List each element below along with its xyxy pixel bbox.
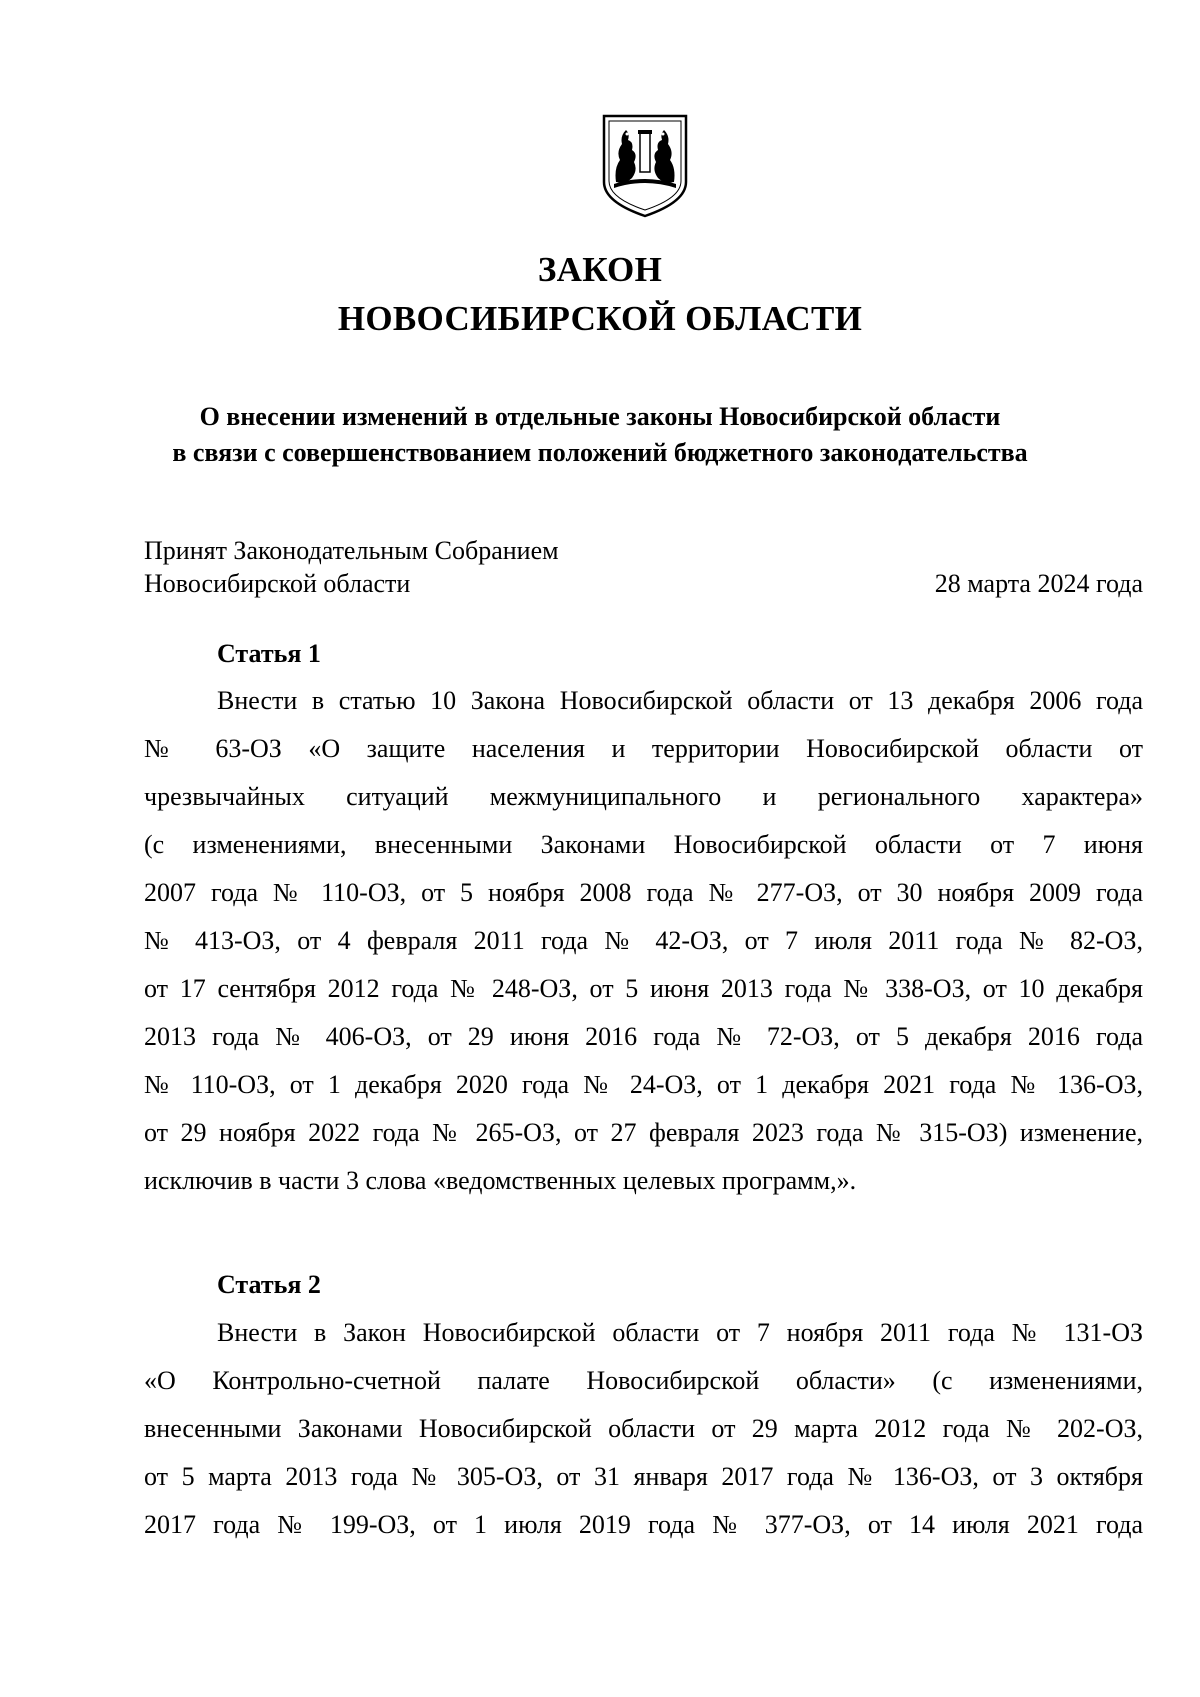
article-2-line: 2017 года № 199-ОЗ, от 1 июля 2019 года № 377-ОЗ, от 14 июля 2021 года — [144, 1510, 1143, 1539]
law-title: ЗАКОН — [537, 250, 663, 289]
article-2-line: Внести в Закон Новосибирской области от 7 ноября 2011 года № 131-ОЗ — [217, 1318, 1143, 1347]
article-2-line: «О Контрольно-счетной палате Новосибирской области» (с изменениями, — [144, 1366, 1143, 1395]
article-1-line: (с изменениями, внесенными Законами Новосибирской области от 7 июня — [144, 830, 1143, 859]
article-2-line: от 5 марта 2013 года № 305-ОЗ, от 31 января 2017 года № 136-ОЗ, от 3 октября — [144, 1462, 1143, 1491]
article-1-line: от 29 ноября 2022 года № 265-ОЗ, от 27 февраля 2023 года № 315-ОЗ) изменение, — [144, 1118, 1143, 1147]
article-1-line: от 17 сентября 2012 года № 248-ОЗ, от 5 июня 2013 года № 338-ОЗ, от 10 декабря — [144, 974, 1143, 1003]
article-1-line: исключив в части 3 слова «ведомственных целевых программ,». — [144, 1166, 857, 1195]
adopted-by-line-2: Новосибирской области — [144, 569, 411, 598]
adopted-by-line-1: Принят Законодательным Собранием — [144, 536, 559, 565]
article-1-line: № 63-ОЗ «О защите населения и территории Новосибирской области от — [144, 734, 1143, 763]
coat-of-arms-icon — [600, 112, 690, 218]
article-2-heading: Статья 2 — [217, 1270, 321, 1299]
article-2-line: внесенными Законами Новосибирской области от 29 марта 2012 года № 202-ОЗ, — [144, 1414, 1143, 1443]
law-region-title: НОВОСИБИРСКОЙ ОБЛАСТИ — [337, 299, 863, 338]
law-subject-line-2: в связи с совершенствованием положений бюджетного законодательства — [172, 438, 1028, 467]
article-1-line: 2007 года № 110-ОЗ, от 5 ноября 2008 года № 277-ОЗ, от 30 ноября 2009 года — [144, 878, 1143, 907]
article-1-line: № 413-ОЗ, от 4 февраля 2011 года № 42-ОЗ, от 7 июля 2011 года № 82-ОЗ, — [144, 926, 1143, 955]
law-subject-line-1: О внесении изменений в отдельные законы Новосибирской области — [199, 402, 1001, 431]
article-1-heading: Статья 1 — [217, 639, 321, 668]
article-1-line: Внести в статью 10 Закона Новосибирской области от 13 декабря 2006 года — [217, 686, 1143, 715]
adoption-date: 28 марта 2024 года — [934, 569, 1143, 598]
article-1-line: чрезвычайных ситуаций межмуниципального и регионального характера» — [144, 782, 1143, 811]
article-1-line: 2013 года № 406-ОЗ, от 29 июня 2016 года № 72-ОЗ, от 5 декабря 2016 года — [144, 1022, 1143, 1051]
article-1-line: № 110-ОЗ, от 1 декабря 2020 года № 24-ОЗ, от 1 декабря 2021 года № 136-ОЗ, — [144, 1070, 1143, 1099]
